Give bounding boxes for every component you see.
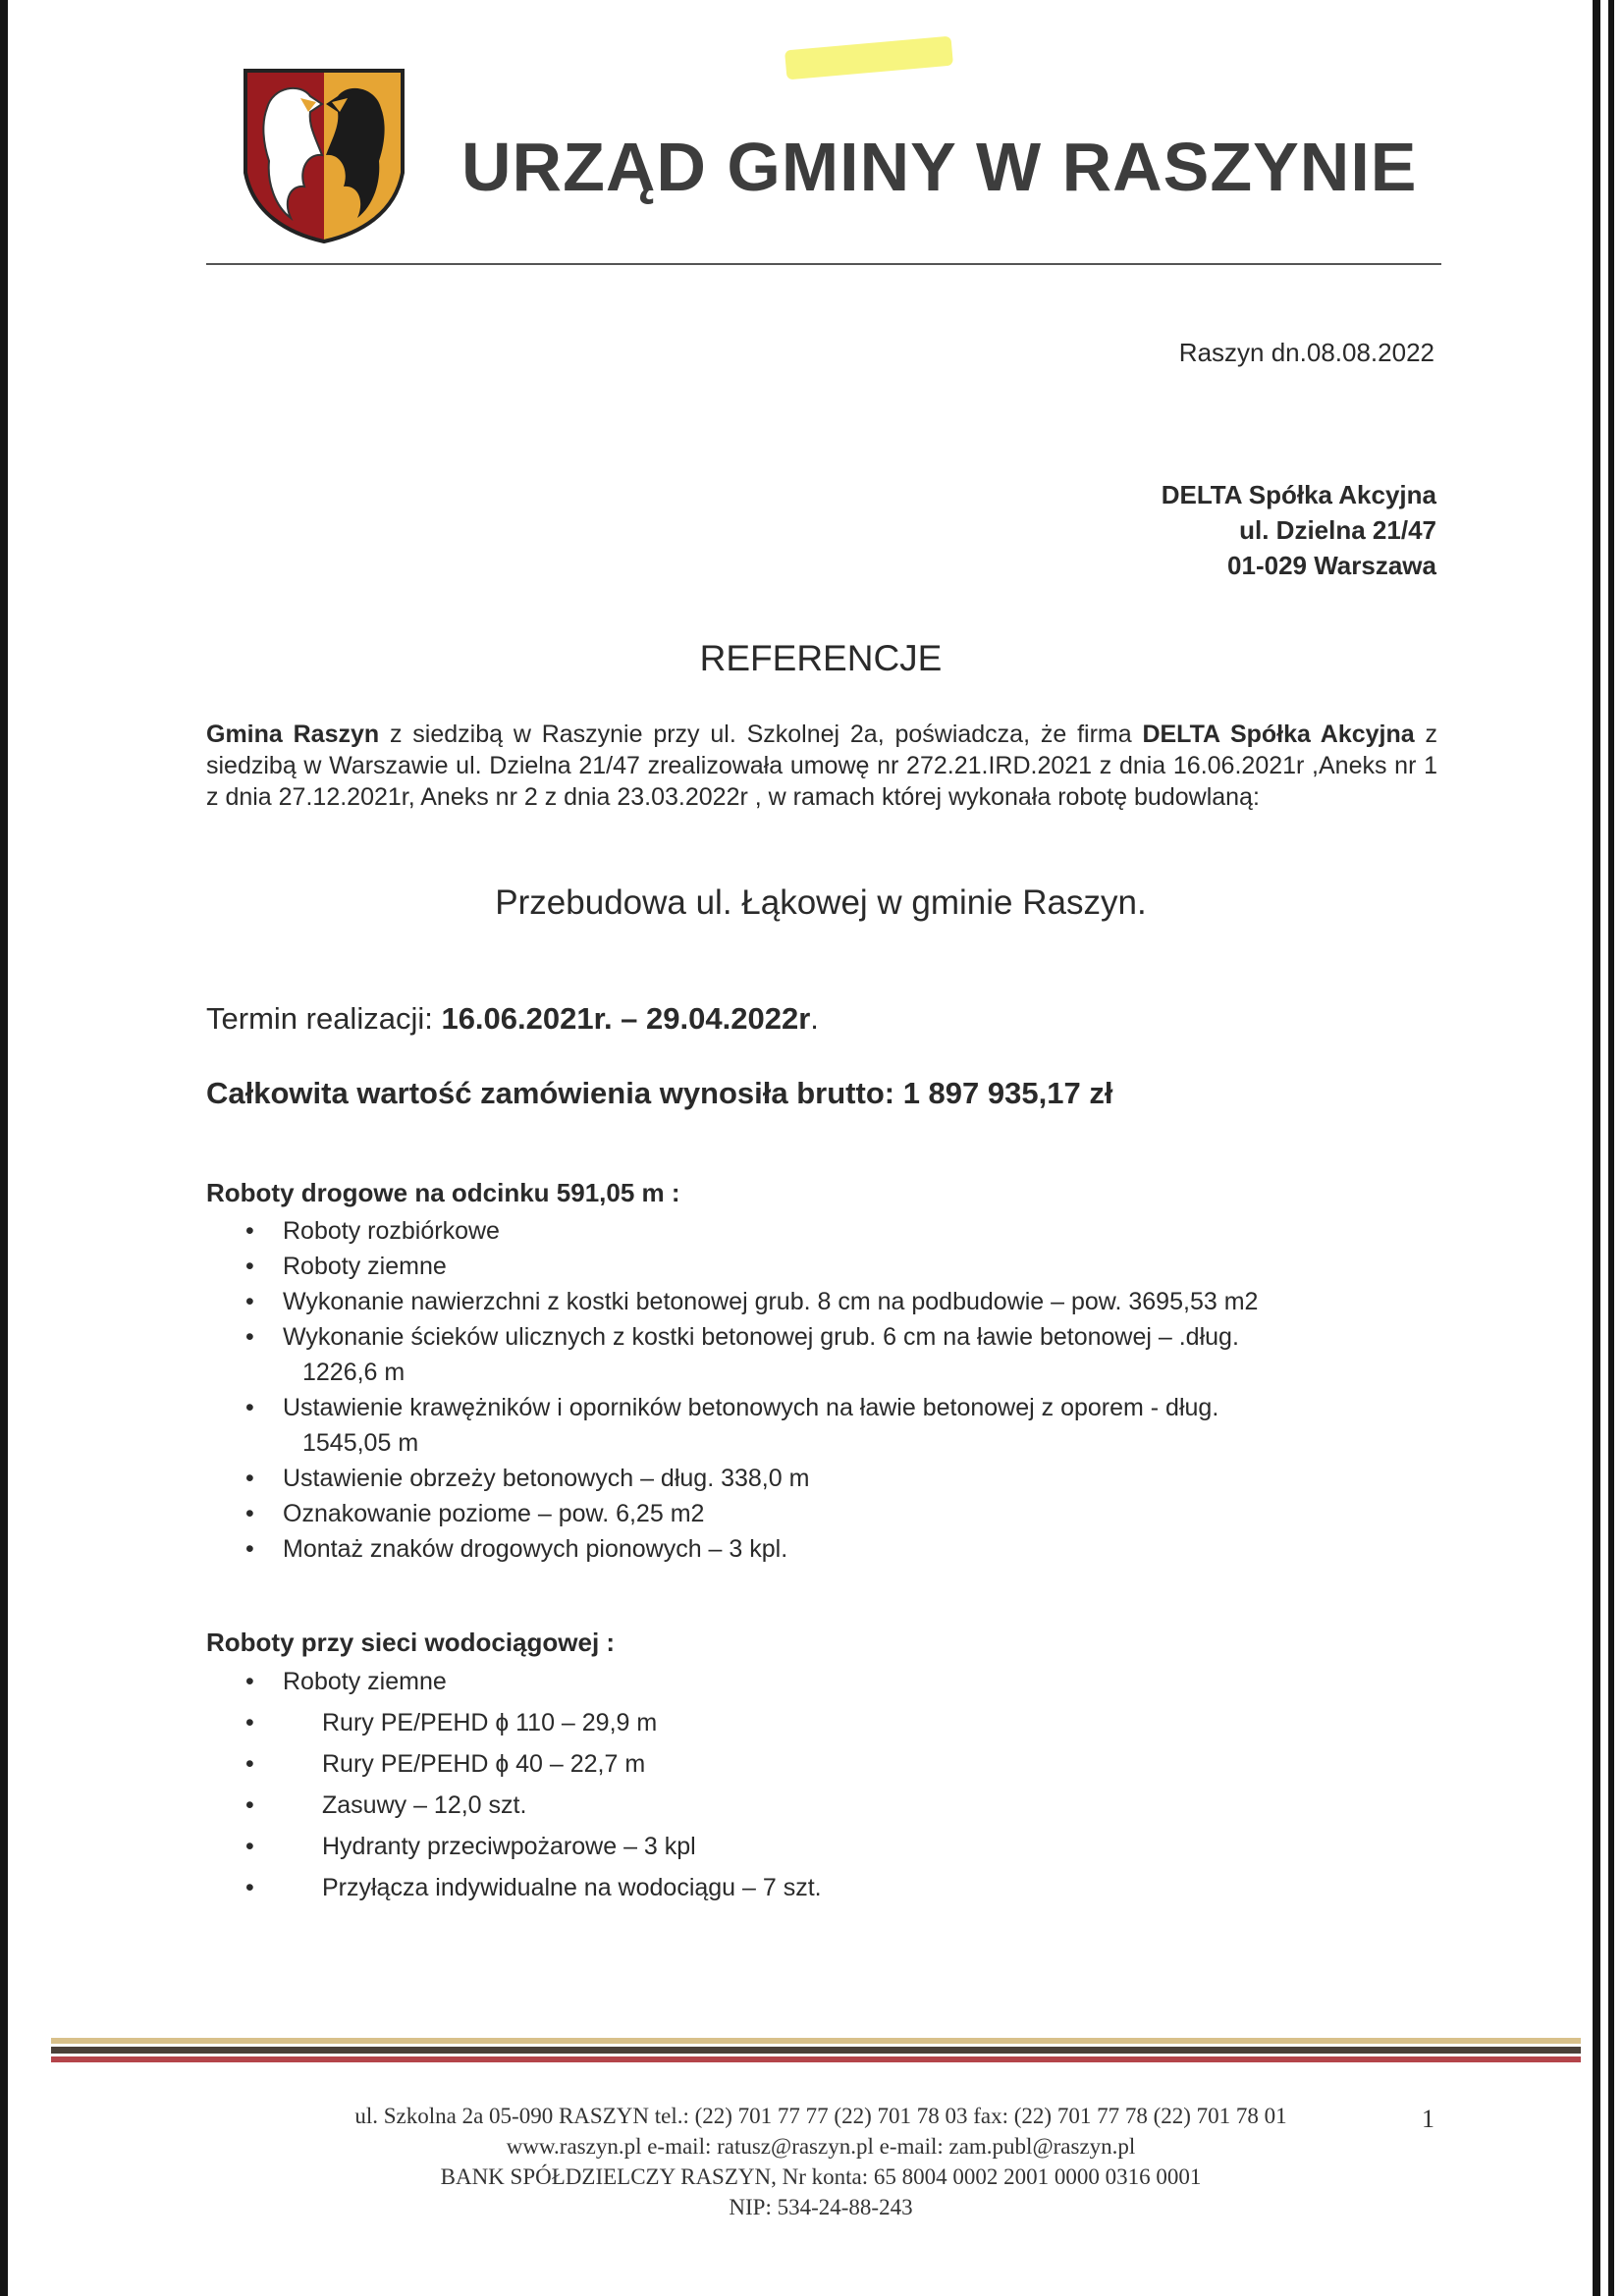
highlighter-mark [784, 36, 953, 80]
intro-rest: z siedzibą w Warszawie ul. Dzielna 21/47 zrealizowała umowę nr 272.21.IRD.2021 z dnia 16.06.2021r ,Aneks nr 1 z dnia 27.12.2021r, Aneks nr 2 z dnia 23.03.2022r , w ramach której wykonała robotę budowlaną: [206, 721, 1438, 811]
recipient-street: ul. Dzielna 21/47 [1239, 515, 1436, 545]
footer-web-email: www.raszyn.pl e-mail: ratusz@raszyn.pl e-mail: zam.publ@raszyn.pl [506, 2134, 1136, 2159]
list-item: • Rury PE/PEHD ɸ 40 – 22,7 m [240, 1743, 822, 1785]
total-value: Całkowita wartość zamówienia wynosiła brutto: 1 897 935,17 zł [206, 1076, 1113, 1110]
list-item-text: Ustawienie obrzeży betonowych – dług. 338,0 m [283, 1465, 810, 1492]
recipient-name: DELTA Spółka Akcyjna [1161, 480, 1436, 509]
list-item: • Roboty ziemne [240, 1661, 822, 1702]
list-item-continuation: 1545,05 m [302, 1429, 419, 1457]
intro-text: z siedzibą w Raszynie przy ul. Szkolnej 2a, poświadcza, że firma [379, 721, 1143, 748]
list-item [240, 1213, 1258, 1249]
footer-bank: BANK SPÓŁDZIELCZY RASZYN, Nr konta: 65 8004 0002 2001 0000 0316 0001 [440, 2164, 1202, 2189]
list-item [240, 1284, 1258, 1319]
list-item-continuation: 1226,6 m [302, 1359, 406, 1386]
list-item [240, 1461, 1258, 1496]
footer-nip: NIP: 534-24-88-243 [729, 2195, 913, 2219]
header-divider [206, 263, 1441, 265]
scan-border-right [1593, 0, 1600, 2296]
list-item [240, 1496, 1258, 1531]
list-item-text: Montaż znaków drogowych pionowych – 3 kpl. [283, 1535, 788, 1563]
scan-border-left [0, 0, 8, 2296]
recipient-city: 01-029 Warszawa [1227, 551, 1436, 580]
document-title: REFERENCJE [699, 638, 943, 678]
intro-company: DELTA Spółka Akcyjna [1142, 721, 1415, 748]
list-item-text: Roboty rozbiórkowe [283, 1217, 500, 1245]
list-item: • Zasuwy – 12,0 szt. [240, 1785, 822, 1826]
recipient-address [1162, 477, 1436, 583]
list-item [240, 1390, 1258, 1461]
intro-paragraph [206, 719, 1437, 813]
footer-stripe-red [51, 2056, 1581, 2062]
roads-heading: Roboty drogowe na odcinku 591,05 m : [206, 1178, 680, 1207]
footer-stripe-dark [51, 2047, 1581, 2054]
list-item [240, 1249, 1258, 1284]
term-dates: 16.06.2021r. – 29.04.2022r [441, 1001, 811, 1036]
list-item-text: Roboty ziemne [283, 1253, 447, 1280]
letter-date: Raszyn dn.08.08.2022 [1178, 338, 1434, 367]
project-name: Przebudowa ul. Łąkowej w gminie Raszyn. [495, 883, 1147, 922]
list-item-text: Wykonanie nawierzchni z kostki betonowej grub. 8 cm na podbudowie – pow. 3695,53 m2 [283, 1288, 1259, 1315]
office-title: URZĄD GMINY W RASZYNIE [461, 129, 1418, 205]
list-item [240, 1531, 1258, 1567]
list-item: • Hydranty przeciwpożarowe – 3 kpl [240, 1826, 822, 1867]
roads-list [240, 1213, 1258, 1567]
footer-stripes [51, 2038, 1581, 2062]
list-item: • Rury PE/PEHD ɸ 110 – 29,9 m [240, 1702, 822, 1743]
list-item-text: Wykonanie ścieków ulicznych z kostki betonowej grub. 6 cm na ławie betonowej – .dług. [283, 1323, 1239, 1351]
list-item-text: Ustawienie krawężników i oporników betonowych na ławie betonowej z oporem - dług. [283, 1394, 1219, 1421]
footer-stripe-gold [51, 2038, 1581, 2044]
list-item: • Przyłącza indywidualne na wodociągu – 7 szt. [240, 1867, 822, 1908]
footer-address: ul. Szkolna 2a 05-090 RASZYN tel.: (22) 701 77 77 (22) 701 78 03 fax: (22) 701 77 78 (22) 701 78 01 [354, 2104, 1287, 2128]
scan-border-right-outer [1608, 0, 1614, 2296]
completion-term [206, 1001, 819, 1037]
coat-of-arms-icon [240, 65, 408, 245]
intro-municipality: Gmina Raszyn [206, 721, 380, 748]
water-heading: Roboty przy sieci wodociągowej : [206, 1628, 616, 1657]
term-label: Termin realizacji: [206, 1001, 442, 1036]
list-item [240, 1319, 1258, 1390]
term-end: . [810, 1001, 819, 1036]
list-item-text: Oznakowanie poziome – pow. 6,25 m2 [283, 1500, 705, 1527]
water-list [240, 1661, 822, 1908]
page-number: 1 [1422, 2105, 1434, 2133]
footer-contact [0, 2101, 1623, 2222]
